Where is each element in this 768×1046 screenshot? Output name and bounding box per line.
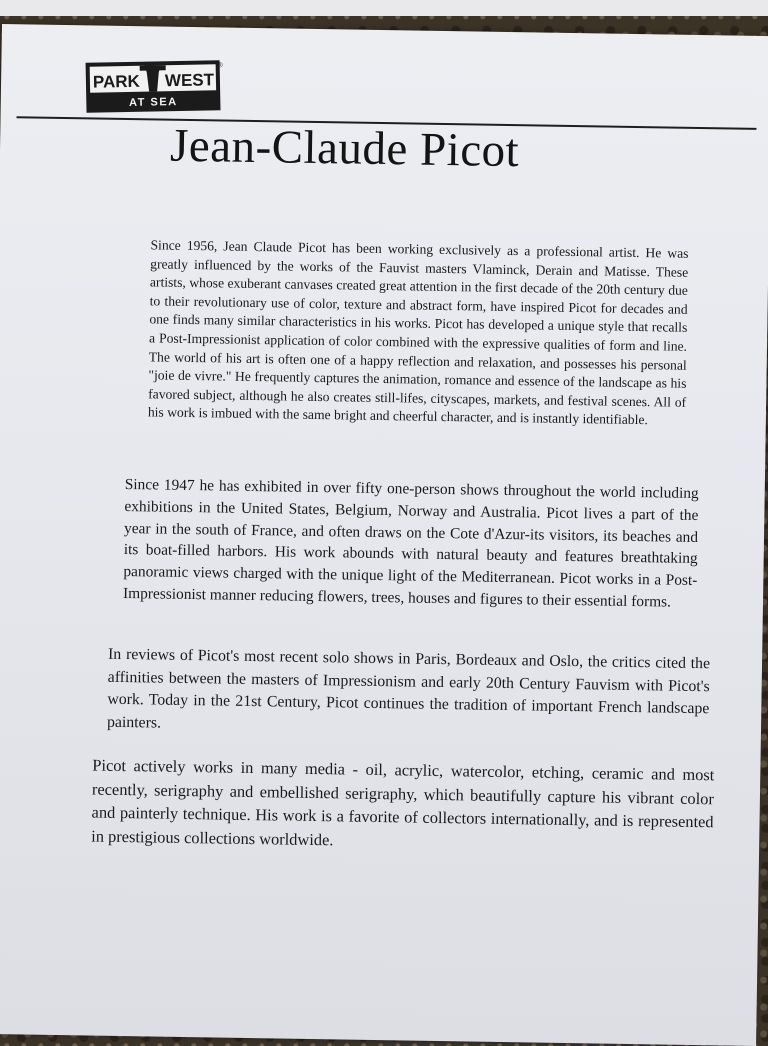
biography-paragraph-4: Picot actively works in many media - oil, acrylic, watercolor, etching, ceramic and most recently, serigraphy and embellished serigraphy, which beautifully capture his vibrant color and painterly technique. His work is a favorite of collectors internationally, and is represented in prestigious collections worldwide. (91, 755, 715, 850)
biography-paragraph-3: In reviews of Picot's most recent solo shows in Paris, Bordeaux and Oslo, the critics cited the affinities between the masters of Impressionism and early 20th Century Fauvism with Picot's work. Today in the 21st Century, Picot continues the tradition of important French landscape painters. (106, 645, 711, 732)
logo-subtitle: AT SEA (128, 96, 178, 109)
logo-word-west: WEST (164, 70, 215, 91)
registered-mark-icon: ® (217, 62, 223, 70)
background-paper-edge (0, 0, 768, 16)
biography-paragraph-1: Since 1956, Jean Claude Picot has been working exclusively as a professional artist. He was greatly influenced by the works of the Fauvist masters Vlaminck, Derain and Matisse. These artists, whose exuberant canvases created great attention in the first decade of the 20th century due to their revolutionary use of color, texture and abstract form, have inspired Picot for decades and one finds many similar characteristics in his works. Picot has developed a unique style that recalls a Post-Impressionist application of color combined with the expressive qualities of form and line. The world of his art is often one of a happy reflection and relaxation, and possesses his personal "joie de vivre." He frequently captures the animation, romance and essence of the landscape as his favored subject, although he also creates still-lifes, cityscapes, markets, and festival scenes. All of his work is imbued with the same bright and cheerful character, and is instantly identifiable. (147, 237, 689, 428)
park-west-logo (85, 59, 228, 114)
logo-word-park: PARK (92, 71, 141, 92)
page-title: Jean-Claude Picot (169, 119, 520, 178)
biography-paragraph-2: Since 1947 he has exhibited in over fifty one-person shows throughout the world including exhibitions in the United States, Belgium, Norway and Australia. Picot lives a part of the year in the south of France, and often draws on the Cote d'Azur-its visitors, its beaches and its boat-filled harbors. His work abounds with natural beauty and features breathtaking panoramic views charged with the unique light of the Mediterranean. Picot works in a Post-Impressionist manner reducing flowers, trees, houses and figures to their essential forms. (122, 475, 699, 611)
document-page (0, 24, 768, 1046)
